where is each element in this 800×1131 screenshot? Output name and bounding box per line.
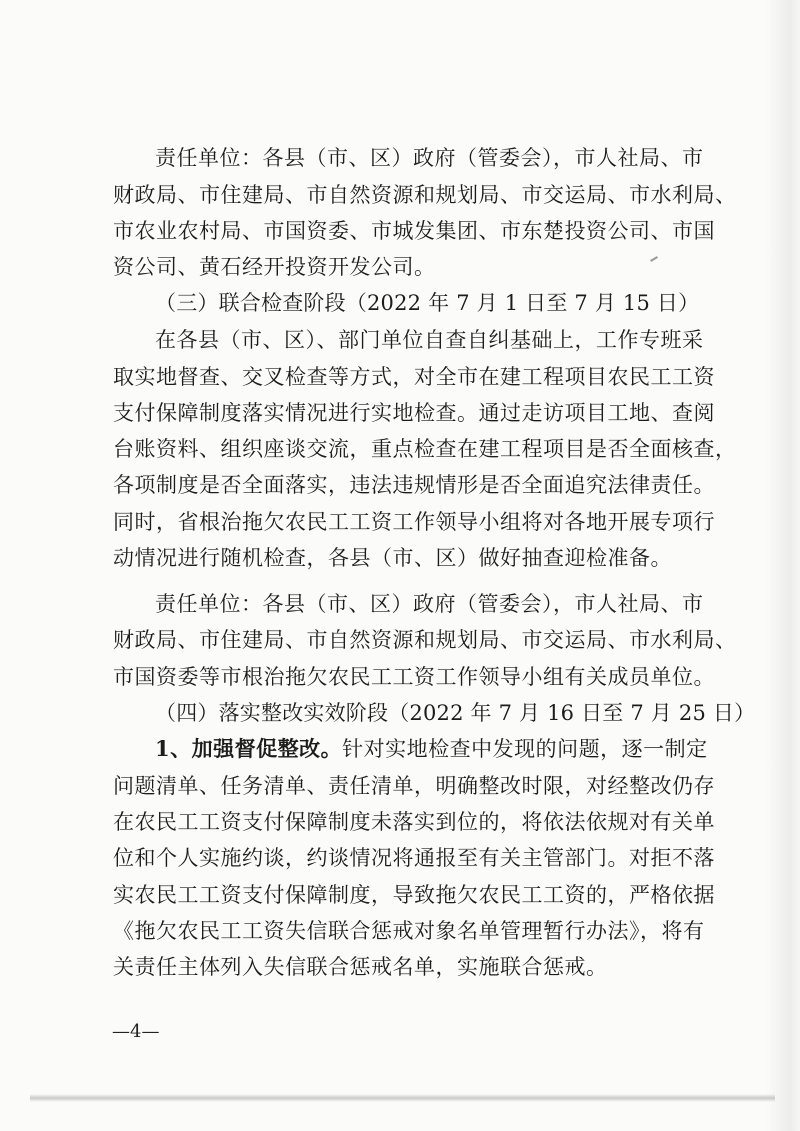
text-line: 动情况进行随机检查，各县（市、区）做好抽查迎检准备。 xyxy=(113,546,672,570)
text-line: 在农民工工资支付保障制度未落实到位的，将依法依规对有关单 xyxy=(113,810,715,834)
item-text: 针对实地检查中发现的问题，逐一制定 xyxy=(342,737,708,761)
text-line: 实农民工工资支付保障制度，导致拖欠农民工工资的，严格依据 xyxy=(113,883,715,907)
text-line: 责任单位：各县（市、区）政府（管委会），市人社局、市 xyxy=(155,592,704,616)
text-line xyxy=(155,734,708,764)
text-line: 财政局、市住建局、市自然资源和规划局、市交运局、市水利局、 xyxy=(113,183,737,207)
text-line: 问题清单、任务清单、责任清单，明确整改时限，对经整改仍存 xyxy=(113,774,715,798)
text-line: 同时，省根治拖欠农民工工资工作领导小组将对各地开展专项行 xyxy=(113,510,715,534)
text-line: 支付保障制度落实情况进行实地检查。通过走访项目工地、查阅 xyxy=(113,401,715,425)
text-line: 台账资料、组织座谈交流，重点检查在建工程项目是否全面核查， xyxy=(113,437,737,461)
text-line: 各项制度是否全面落实，违法违规情形是否全面追究法律责任。 xyxy=(113,473,715,497)
text-line: 财政局、市住建局、市自然资源和规划局、市交运局、市水利局、 xyxy=(113,628,737,652)
text-line: 市农业农村局、市国资委、市城发集团、市东楚投资公司、市国 xyxy=(113,219,715,243)
text-line: 位和个人实施约谈，约谈情况将通报至有关主管部门。对拒不落 xyxy=(113,846,715,870)
page-number: —4— xyxy=(112,1021,160,1042)
text-line: 《拖欠农民工工资失信联合惩戒对象名单管理暂行办法》，将有 xyxy=(113,919,705,943)
item-lead: 1、加强督促整改。 xyxy=(155,736,343,761)
text-line: 资公司、黄石经开投资开发公司。 xyxy=(113,255,436,279)
text-line: 取实地督查、交叉检查等方式，对全市在建工程项目农民工工资 xyxy=(113,365,715,389)
section-title: （三）联合检查阶段（2022 年 7 月 1 日至 7 月 15 日） xyxy=(155,291,700,315)
text-line: 责任单位：各县（市、区）政府（管委会），市人社局、市 xyxy=(155,146,704,170)
section-title: （四）落实整改实效阶段（2022 年 7 月 16 日至 7 月 25 日） xyxy=(155,701,756,725)
text-line: 关责任主体列入失信联合惩戒名单，实施联合惩戒。 xyxy=(113,955,608,979)
text-line: 市国资委等市根治拖欠农民工工资工作领导小组有关成员单位。 xyxy=(113,665,715,689)
text-line: 在各县（市、区）、部门单位自查自纠基础上，工作专班采 xyxy=(155,328,704,352)
